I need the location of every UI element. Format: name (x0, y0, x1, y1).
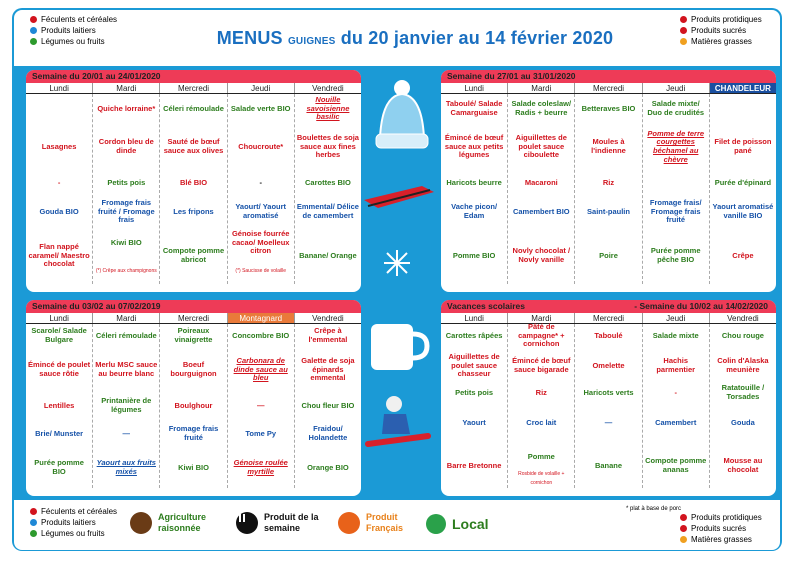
menu-cell: Lasagnes (41, 141, 77, 151)
legend-left-top (30, 14, 117, 47)
week2-header-text: Semaine du 27/01 au 31/01/2020 (447, 71, 576, 81)
footnote: (*) Saucisse de volaille (235, 267, 286, 274)
menu-cell: Aiguillettes de poulet sauce chasseur (448, 352, 500, 379)
agri-logo-icon (130, 512, 152, 534)
menu-cell: Gouda (731, 417, 755, 427)
menu-cell: Moules à l'indienne (591, 137, 626, 155)
red-dot-icon (30, 508, 37, 515)
menu-cell: Pomme (527, 451, 555, 461)
day-label: Lundi (464, 314, 484, 323)
menu-column (574, 324, 641, 488)
menu-cell: Hachis parmentier (656, 356, 696, 374)
menu-cell: Fromage frais fruité / Fromage frais (97, 198, 155, 225)
menu-cell: Camembert BIO (512, 206, 570, 216)
week2-days (441, 83, 776, 94)
menu-cell: Yaourt/ Yaourt aromatisé (235, 202, 287, 220)
legend-left-bottom (30, 506, 117, 539)
menu-cell: Croc lait (526, 417, 557, 427)
week4-header-right: - Semaine du 10/02 au 14/02/2020 (634, 301, 768, 311)
day-label-chandeleur: CHANDELEUR (709, 83, 776, 93)
ski-hat-icon (370, 78, 434, 159)
day-label-montagnard: Montagnard (227, 313, 294, 323)
menu-cell (710, 94, 776, 124)
menu-column (26, 94, 92, 284)
legend-item: Légumes ou fruits (41, 37, 105, 46)
menu-column (294, 324, 361, 488)
legend-item: Produits protidiques (691, 513, 762, 522)
menu-column (159, 94, 226, 284)
footnote: (*) Crêpe aux champignons (95, 267, 157, 274)
menu-cell: Kiwi BIO (178, 462, 209, 472)
menu-cell: Chou rouge (721, 330, 764, 340)
day-label: Mercredi (159, 83, 226, 93)
menu-cell: — (256, 400, 265, 410)
page-title (200, 28, 630, 49)
menu-cell: Filet de poisson pané (714, 137, 772, 155)
menu-cell: Colin d'Alaska meunière (717, 356, 769, 374)
menu-cell: Purée d'épinard (714, 177, 772, 187)
menu-cell: Saint-paulin (587, 206, 630, 216)
menu-cell: Omelette (592, 360, 625, 370)
footer-note (626, 504, 681, 515)
menu-cell: Pomme de terre courgettes béchamel au chèvre (647, 128, 705, 164)
menu-cell: Taboulé/ Salade Camarguaise (445, 99, 503, 117)
legend-item: Matières grasses (691, 535, 752, 544)
menu-cell: Camembert (655, 417, 697, 427)
menu-cell: Fraidou/ Holandette (308, 424, 348, 442)
menu-cell: Printanière de légumes (101, 396, 152, 414)
week4-panel (441, 300, 776, 496)
week3-grid (26, 324, 361, 488)
day-label: Mercredi (574, 83, 641, 93)
menu-cell: Génoise roulée myrtille (233, 458, 288, 476)
menu-cell: Émincé de bœuf sauce bigarade (512, 356, 571, 374)
menu-cell: Galette de soja épinards emmental (301, 356, 355, 383)
legend-item: Matières grasses (691, 37, 752, 46)
week1-header (26, 70, 361, 83)
menu-cell: Lentilles (43, 400, 75, 410)
orange-dot-icon (680, 536, 687, 543)
menu-cell: Fromage frais/ Fromage frais fruité (649, 198, 702, 225)
legend-item: Féculents et céréales (41, 507, 118, 516)
red-dot-icon (680, 27, 687, 34)
week3-header-text: Semaine du 03/02 au 07/02/2019 (32, 301, 161, 311)
snowflake-icon (382, 248, 412, 283)
menu-column (441, 94, 507, 284)
legend-local (426, 514, 489, 534)
menu-cell: Compote pomme ananas (645, 456, 707, 474)
menu-cell: Aiguillettes de poulet sauce ciboulette (515, 133, 567, 160)
menu-cell (26, 94, 92, 124)
menu-cell: — (604, 417, 613, 427)
menu-cell: Pâté de campagne* + cornichon (518, 322, 565, 349)
week1-grid (26, 94, 361, 284)
menu-cell: Boeuf bourguignon (170, 360, 217, 378)
menu-cell: Emmental/ Délice de camembert (296, 202, 359, 220)
blue-dot-icon (30, 519, 37, 526)
legend-item: Produits protidiques (691, 15, 762, 24)
menu-cell: Macaroni (524, 177, 558, 187)
menu-cell: Carbonara de dinde sauce au bleu (233, 356, 288, 383)
france-map-icon (338, 512, 360, 534)
week2-panel (441, 70, 776, 292)
menu-column (294, 94, 361, 284)
menu-cell: Émincé de poulet sauce rôtie (28, 360, 91, 378)
mug-icon (365, 318, 431, 379)
title-main: MENUS (216, 28, 283, 48)
menu-cell: Nouille savoisienne basilic (306, 95, 350, 122)
legend-agri-text: Agriculture raisonnée (158, 512, 207, 533)
week4-header (441, 300, 776, 313)
menu-cell: Riz (535, 387, 547, 397)
menu-cell: Les fripons (173, 206, 214, 216)
red-dot-icon (680, 514, 687, 521)
menu-cell: Brie/ Munster (35, 428, 84, 438)
legend-item: Produits sucrés (691, 524, 747, 533)
week1-panel (26, 70, 361, 292)
day-label: Jeudi (642, 83, 709, 93)
menu-cell: Yaourt aux fruits mixés (96, 458, 156, 476)
week4-days (441, 313, 776, 324)
menu-cell: Petits pois (455, 387, 494, 397)
menu-cell: Scarole/ Salade Bulgare (31, 326, 87, 344)
menu-cell: Banane/ Orange (299, 250, 357, 260)
menu-column (441, 324, 507, 488)
menu-cell: Concombre BIO (232, 330, 290, 340)
day-label: Mardi (92, 313, 159, 323)
menu-cell: Banane (594, 460, 623, 470)
menu-cell: Salade coleslaw/ Radis + beurre (511, 99, 572, 117)
legend-fr (338, 512, 436, 534)
menu-cell: Flan nappé caramel/ Maestro chocolat (28, 242, 90, 269)
snowboarder-icon (362, 392, 434, 461)
day-label: Vendredi (294, 83, 361, 93)
menu-column (227, 94, 294, 284)
menu-cell: Haricots beurre (446, 177, 502, 187)
menu-cell (643, 170, 709, 196)
legend-right-top (680, 14, 762, 47)
menu-cell: Betteraves BIO (581, 103, 636, 113)
menu-cell: Carottes BIO (304, 177, 351, 187)
legend-item: Féculents et céréales (41, 15, 118, 24)
menu-column (227, 324, 294, 488)
menu-cell: — (122, 428, 131, 438)
menu-column (709, 324, 776, 488)
menu-cell: - (674, 387, 677, 397)
menu-cell: Compote pomme abricot (162, 246, 225, 264)
day-label: Mardi (507, 313, 574, 323)
day-label: Jeudi (227, 83, 294, 93)
day-label: Mardi (507, 83, 574, 93)
menu-column (642, 324, 709, 488)
menu-cell: - (259, 177, 262, 187)
sled-icon (360, 178, 440, 217)
day-label: Jeudi (642, 313, 709, 323)
menu-cell: Vache picon/ Edam (451, 202, 498, 220)
menu-cell: Riz (602, 177, 615, 187)
day-label: Mercredi (159, 313, 226, 323)
menu-column (507, 324, 574, 488)
menu-column (92, 324, 159, 488)
day-label: Vendredi (709, 313, 776, 323)
legend-item: Produits sucrés (691, 26, 747, 35)
menu-cell: Pomme BIO (452, 250, 496, 260)
local-leaf-icon (426, 514, 446, 534)
week2-header (441, 70, 776, 83)
menu-cell: Crêpe (732, 250, 754, 260)
menu-cell: Carottes râpées (445, 330, 503, 340)
fork-knife-icon (236, 512, 258, 534)
green-dot-icon (30, 38, 37, 45)
menu-cell: Céleri rémoulade (95, 330, 157, 340)
day-label: Vendredi (294, 313, 361, 323)
day-label: Lundi (49, 84, 69, 93)
menu-cell: Salade mixte (652, 330, 699, 340)
blue-dot-icon (30, 27, 37, 34)
day-label: Lundi (464, 84, 484, 93)
red-dot-icon (30, 16, 37, 23)
red-dot-icon (680, 525, 687, 532)
legend-item: Légumes ou fruits (41, 529, 105, 538)
menu-cell: Purée pomme BIO (34, 458, 84, 476)
menu-cell: Blé BIO (179, 177, 208, 187)
menu-cell: Purée pomme pêche BIO (650, 246, 701, 264)
legend-item: Produits laitiers (41, 26, 96, 35)
week2-grid (441, 94, 776, 284)
menu-cell: Salade mixte/ Duo de crudités (647, 99, 705, 117)
week3-days (26, 313, 361, 324)
menu-cell: Génoise fourrée cacao/ Moelleux citron (231, 229, 290, 256)
menu-cell: Petits pois (107, 177, 146, 187)
legend-item: Produits laitiers (41, 518, 96, 527)
menu-cell: Boulettes de soja sauce aux fines herbes (296, 133, 359, 160)
menu-cell: Sauté de bœuf sauce aux olives (163, 137, 224, 155)
menu-column (642, 94, 709, 284)
menu-cell: Chou fleur BIO (301, 400, 355, 410)
legend-right-bottom (680, 512, 762, 545)
week4-header-text: Vacances scolaires (447, 301, 525, 311)
week3-header (26, 300, 361, 313)
menu-cell: Haricots verts (583, 387, 634, 397)
menu-cell: Fromage frais fruité (168, 424, 219, 442)
menu-cell: Yaourt aromatisé vanille BIO (712, 202, 774, 220)
title-rest: du 20 janvier au 14 février 2020 (340, 28, 614, 48)
menu-cell: Orange BIO (307, 462, 349, 472)
week1-days (26, 83, 361, 94)
legend-agri (130, 512, 238, 534)
orange-dot-icon (680, 38, 687, 45)
footer-note-text: * plat à base de porc (626, 506, 682, 512)
week3-panel (26, 300, 361, 496)
title-small: GUIGNES (287, 36, 336, 47)
week4-grid (441, 324, 776, 488)
menu-cell: Céleri rémoulade (163, 103, 224, 113)
menu-cell: Choucroute* (238, 141, 284, 151)
menu-cell: Quiche lorraine* (97, 103, 156, 113)
day-label: Mercredi (574, 313, 641, 323)
menu-cell: Émincé de bœuf sauce aux petits légumes (444, 133, 504, 160)
menu-cell: Kiwi BIO (110, 237, 142, 247)
red-dot-icon (680, 16, 687, 23)
menu-cell: Crêpe à l'emmental (308, 326, 348, 344)
menu-cell: Tome Py (245, 428, 277, 438)
menu-cell: Merlu MSC sauce au beurre blanc (95, 360, 158, 378)
footnote: Rosbide de volaille + cornichon (518, 471, 565, 486)
menu-column (159, 324, 226, 488)
menu-cell: Ratatouille / Torsades (721, 383, 765, 401)
day-label: Mardi (92, 83, 159, 93)
day-label: Lundi (49, 314, 69, 323)
week1-header-text: Semaine du 20/01 au 24/01/2020 (32, 71, 161, 81)
menu-cell: Yaourt (462, 417, 486, 427)
menu-cell: Cordon bleu de dinde (98, 137, 154, 155)
green-dot-icon (30, 530, 37, 537)
menu-cell: Taboulé (594, 330, 623, 340)
legend-local-text: Local (452, 516, 489, 532)
menu-cell: Poireaux vinaigrette (174, 326, 213, 344)
legend-fr-text: Produit Français (366, 512, 404, 533)
menu-cell: Barre Bretonne (446, 460, 502, 470)
menu-cell: Boulghour (174, 400, 213, 410)
legend-prod (236, 512, 334, 534)
legend-prod-text: Produit de la semaine (264, 512, 319, 533)
menu-column (574, 94, 641, 284)
menu-column (709, 94, 776, 284)
menu-column (92, 94, 159, 284)
menu-column (507, 94, 574, 284)
menu-cell: Novly chocolat / Novly vanille (512, 246, 571, 264)
menu-cell: - (57, 177, 61, 187)
menu-cell: Mousse au chocolat (723, 456, 763, 474)
menu-column (26, 324, 92, 488)
menu-cell: Salade verte BIO (230, 103, 291, 113)
menu-cell: Poire (599, 250, 618, 260)
menu-cell: Gouda BIO (39, 206, 79, 216)
